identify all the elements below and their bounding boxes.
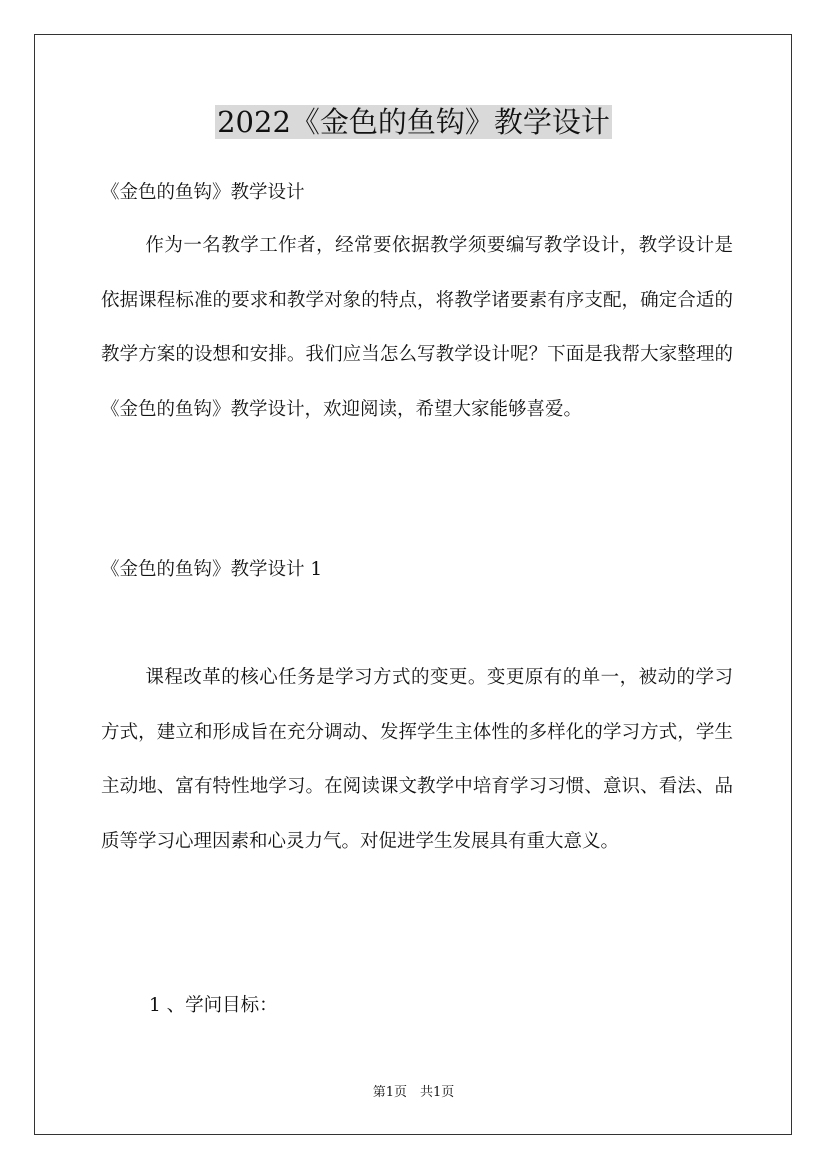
page-footer: 第1页 共1页 bbox=[372, 1085, 455, 1100]
section1-heading: 《金色的鱼钩》教学设计 1 bbox=[101, 559, 323, 580]
section1-paragraph-text: 课程改革的核心任务是学习方式的变更。变更原有的单一，被动的学习方式，建立和形成旨在充分调动、发挥学生主体性的多样化的学习方式，学生主动地、富有特性地学习。在阅读课文教学中培育学习习惯、意识、看法、品质等学习心理因素和心灵力气。对促进学生发展具有重大意义。 bbox=[101, 667, 733, 852]
document-subtitle: 《金色的鱼钩》教学设计 bbox=[101, 182, 305, 203]
section1-paragraph bbox=[101, 651, 733, 869]
document-title-text: 2022《金色的鱼钩》教学设计 bbox=[217, 105, 610, 139]
goal-heading: 1 、学问目标： bbox=[149, 995, 278, 1016]
document-title bbox=[0, 100, 827, 144]
intro-paragraph-text: 作为一名教学工作者，经常要依据教学须要编写教学设计，教学设计是依据课程标准的要求和教学对象的特点，将教学诸要素有序支配，确定合适的教学方案的设想和安排。我们应当怎么写教学设计呢？下面是我帮大家整理的《金色的鱼钩》教学设计，欢迎阅读，希望大家能够喜爱。 bbox=[101, 235, 733, 420]
intro-paragraph bbox=[101, 219, 733, 437]
